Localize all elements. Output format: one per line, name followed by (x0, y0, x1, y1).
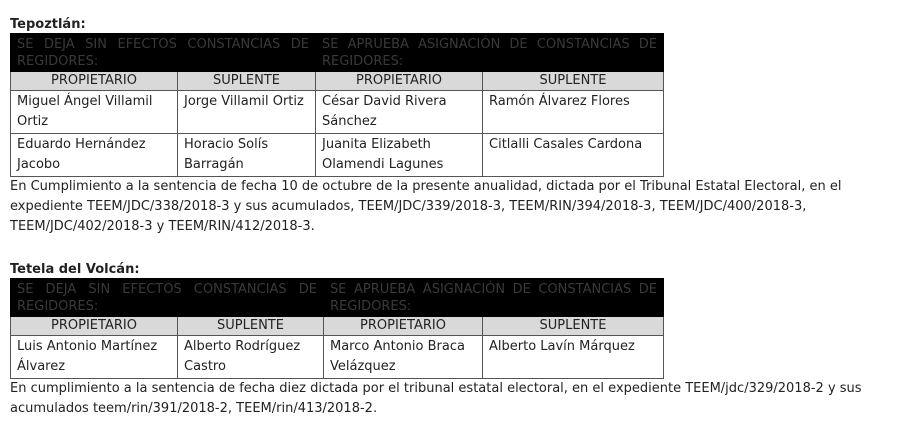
table-row (11, 336, 664, 379)
col-header: PROPIETARIO (11, 72, 178, 91)
regidores-table (10, 33, 664, 177)
table-cell: Luis Antonio Martínez Álvarez (11, 336, 178, 379)
table-cell: Marco Antonio Braca Velázquez (324, 336, 483, 379)
table-cell: Ramón Álvarez Flores (483, 91, 664, 134)
col-header: PROPIETARIO (11, 317, 178, 336)
table-cell: Juanita Elizabeth Olamendi Lagunes (316, 134, 483, 177)
resolution-note: En cumplimiento a la sentencia de fecha diez dictada por el tribunal estatal electoral, en el expediente TEEM/jdc/329/2018-2 y sus acumulados teem/rin/391/2018-2, TEEM/rin/413/2018-2. (10, 381, 862, 416)
section-tepoztlan (10, 17, 890, 237)
table-cell: Citlalli Casales Cardona (483, 134, 664, 177)
table-cell: Alberto Lavín Márquez (483, 336, 664, 379)
table-cell: Horacio Solís Barragán (178, 134, 316, 177)
table-cell: Miguel Ángel Villamil Ortiz (11, 91, 178, 134)
section-title: Tepoztlán: (10, 17, 86, 32)
table-row (11, 134, 664, 177)
column-headers (11, 317, 664, 336)
section-tetela-del-volcan (10, 262, 890, 419)
table-cell: César David Rivera Sánchez (316, 91, 483, 134)
col-header: SUPLENTE (178, 317, 324, 336)
resolution-note: En Cumplimiento a la sentencia de fecha 10 de octubre de la presente anualidad, dictada por el Tribunal Estatal Electoral, en el expediente TEEM/JDC/338/2018-3 y sus acumulados, TEEM/JDC/339/2018-3, TEEM/RIN/394/2018-3, TEEM/JDC/400/2018-3, TEEM/JDC/402/2018-3 y TEEM/RIN/412/2018-3. (10, 179, 842, 234)
col-header: PROPIETARIO (324, 317, 483, 336)
column-headers (11, 72, 664, 91)
header-left: SE DEJA SIN EFECTOS CONSTANCIAS DE REGIDORES: (11, 279, 324, 317)
col-header: SUPLENTE (483, 317, 664, 336)
section-title: Tetela del Volcán: (10, 262, 140, 277)
table-row (11, 91, 664, 134)
col-header: SUPLENTE (178, 72, 316, 91)
table-header-black (11, 279, 664, 317)
table-header-black (11, 34, 664, 72)
header-left: SE DEJA SIN EFECTOS CONSTANCIAS DE REGIDORES: (11, 34, 316, 72)
table-cell: Jorge Villamil Ortiz (178, 91, 316, 134)
table-cell: Eduardo Hernández Jacobo (11, 134, 178, 177)
col-header: SUPLENTE (483, 72, 664, 91)
header-right: SE APRUEBA ASIGNACIÓN DE CONSTANCIAS DE REGIDORES: (316, 34, 664, 72)
regidores-table (10, 278, 664, 379)
table-cell: Alberto Rodríguez Castro (178, 336, 324, 379)
col-header: PROPIETARIO (316, 72, 483, 91)
header-right: SE APRUEBA ASIGNACIÓN DE CONSTANCIAS DE REGIDORES: (324, 279, 664, 317)
